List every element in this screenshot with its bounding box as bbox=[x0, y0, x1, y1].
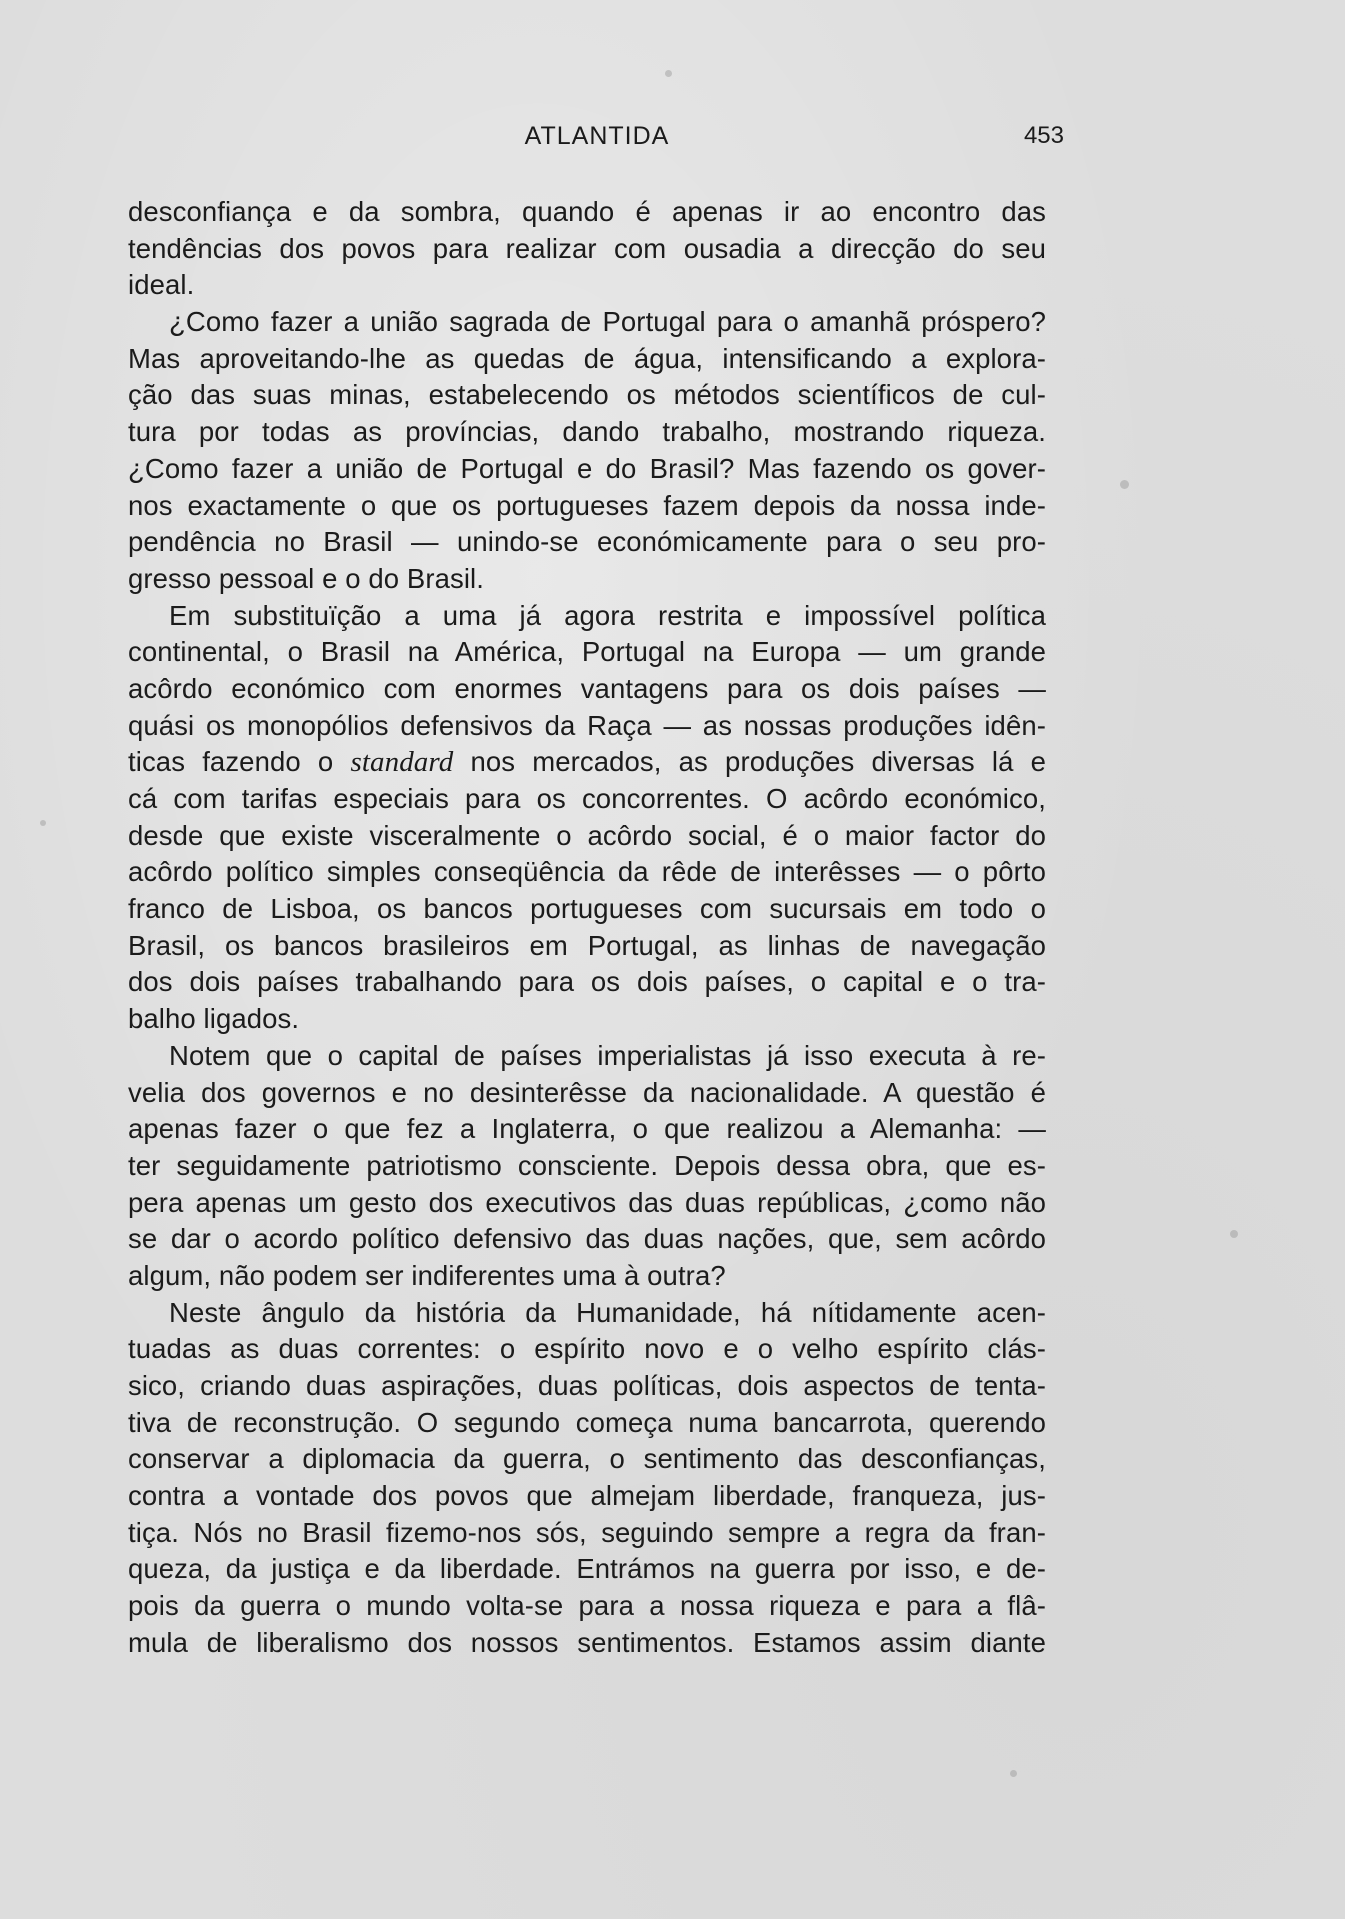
paper-speck bbox=[40, 820, 46, 826]
text-line: balho ligados. bbox=[128, 1003, 300, 1035]
text-line: nos exactamente o que os portugueses fazem depois da nossa inde- bbox=[128, 489, 1046, 521]
text-line: acôrdo económico com enormes vantagens para os dois países — bbox=[128, 672, 1046, 704]
text-line: ¿Como fazer a união de Portugal e do Brasil? Mas fazendo os gover- bbox=[128, 452, 1046, 484]
page-number: 453 bbox=[1023, 122, 1064, 149]
text-line: quási os monopólios defensivos da Raça — as nossas produções idên- bbox=[128, 709, 1046, 741]
text-line: dos dois países trabalhando para os dois países, o capital e o tra- bbox=[128, 966, 1046, 998]
text-line: continental, o Brasil na América, Portugal na Europa — um grande bbox=[128, 636, 1046, 668]
text-line: ¿Como fazer a união sagrada de Portugal para o amanhã próspero? bbox=[169, 306, 1046, 338]
text-line: tuadas as duas correntes: o espírito novo e o velho espírito clás- bbox=[128, 1333, 1046, 1365]
text-line: queza, da justiça e da liberdade. Entrámos na guerra por isso, e de- bbox=[128, 1553, 1046, 1585]
text-line: gresso pessoal e o do Brasil. bbox=[128, 562, 485, 594]
text-line: contra a vontade dos povos que almejam liberdade, franqueza, jus- bbox=[128, 1480, 1046, 1512]
text-line: conservar a diplomacia da guerra, o sentimento das desconfianças, bbox=[128, 1443, 1046, 1475]
text-line: Neste ângulo da história da Humanidade, há nítidamente acen- bbox=[169, 1296, 1046, 1328]
italic-term: standard bbox=[350, 746, 454, 779]
paper-speck bbox=[1120, 480, 1129, 489]
text-line: tura por todas as províncias, dando trabalho, mostrando riqueza. bbox=[128, 416, 1046, 448]
text-fragment: ticas fazendo o bbox=[128, 746, 334, 778]
text-line: acôrdo político simples conseqüência da rêde de interêsses — o pôrto bbox=[128, 856, 1046, 888]
text-line: pera apenas um gesto dos executivos das duas repúblicas, ¿como não bbox=[128, 1186, 1046, 1218]
text-line: ter seguidamente patriotismo consciente. Depois dessa obra, que es- bbox=[128, 1149, 1046, 1181]
text-line: pois da guerra o mundo volta-se para a nossa riqueza e para a flâ- bbox=[128, 1590, 1046, 1622]
body-text bbox=[128, 194, 1046, 1662]
text-line: Brasil, os bancos brasileiros em Portugal, as linhas de navegação bbox=[128, 929, 1046, 961]
text-line: ideal. bbox=[128, 269, 195, 301]
text-line: Em substituïção a uma já agora restrita e impossível política bbox=[169, 599, 1046, 631]
text-line: algum, não podem ser indiferentes uma à outra? bbox=[128, 1259, 726, 1291]
text-line: pendência no Brasil — unindo-se económicamente para o seu pro- bbox=[128, 526, 1046, 558]
paper-speck bbox=[1230, 1230, 1238, 1238]
text-line: desde que existe visceralmente o acôrdo social, é o maior factor do bbox=[128, 819, 1046, 851]
text-line: tendências dos povos para realizar com ousadia a direcção do seu bbox=[128, 232, 1046, 264]
text-line: apenas fazer o que fez a Inglaterra, o que realizou a Alemanha: — bbox=[128, 1113, 1046, 1145]
text-line: mula de liberalismo dos nossos sentimentos. Estamos assim diante bbox=[128, 1626, 1046, 1658]
running-header bbox=[128, 122, 1066, 162]
paper-speck bbox=[1010, 1770, 1017, 1777]
running-title: ATLANTIDA bbox=[524, 122, 670, 150]
paper-speck bbox=[665, 70, 672, 77]
text-line: desconfiança e da sombra, quando é apenas ir ao encontro das bbox=[128, 196, 1046, 227]
text-line: Mas aproveitando-lhe as quedas de água, intensificando a explora- bbox=[128, 342, 1046, 374]
text-line: Notem que o capital de países imperialistas já isso executa à re- bbox=[169, 1039, 1046, 1071]
text-line: ção das suas minas, estabelecendo os métodos scientíficos de cul- bbox=[128, 379, 1046, 411]
text-line: cá com tarifas especiais para os concorrentes. O acôrdo económico, bbox=[128, 783, 1046, 814]
text-line: tiça. Nós no Brasil fizemo-nos sós, seguindo sempre a regra da fran- bbox=[128, 1516, 1046, 1548]
text-line: sico, criando duas aspirações, duas políticas, dois aspectos de tenta- bbox=[128, 1370, 1046, 1401]
text-line: velia dos governos e no desinterêsse da nacionalidade. A questão é bbox=[128, 1076, 1046, 1108]
text-line: se dar o acordo político defensivo das duas nações, que, sem acôrdo bbox=[128, 1223, 1046, 1255]
text-line: tiva de reconstrução. O segundo começa numa bancarrota, querendo bbox=[128, 1406, 1046, 1438]
text-line: franco de Lisboa, os bancos portugueses com sucursais em todo o bbox=[128, 893, 1046, 925]
text-line-with-italic bbox=[128, 744, 1046, 781]
text-fragment: nos mercados, as produções diversas lá e bbox=[453, 746, 1046, 778]
